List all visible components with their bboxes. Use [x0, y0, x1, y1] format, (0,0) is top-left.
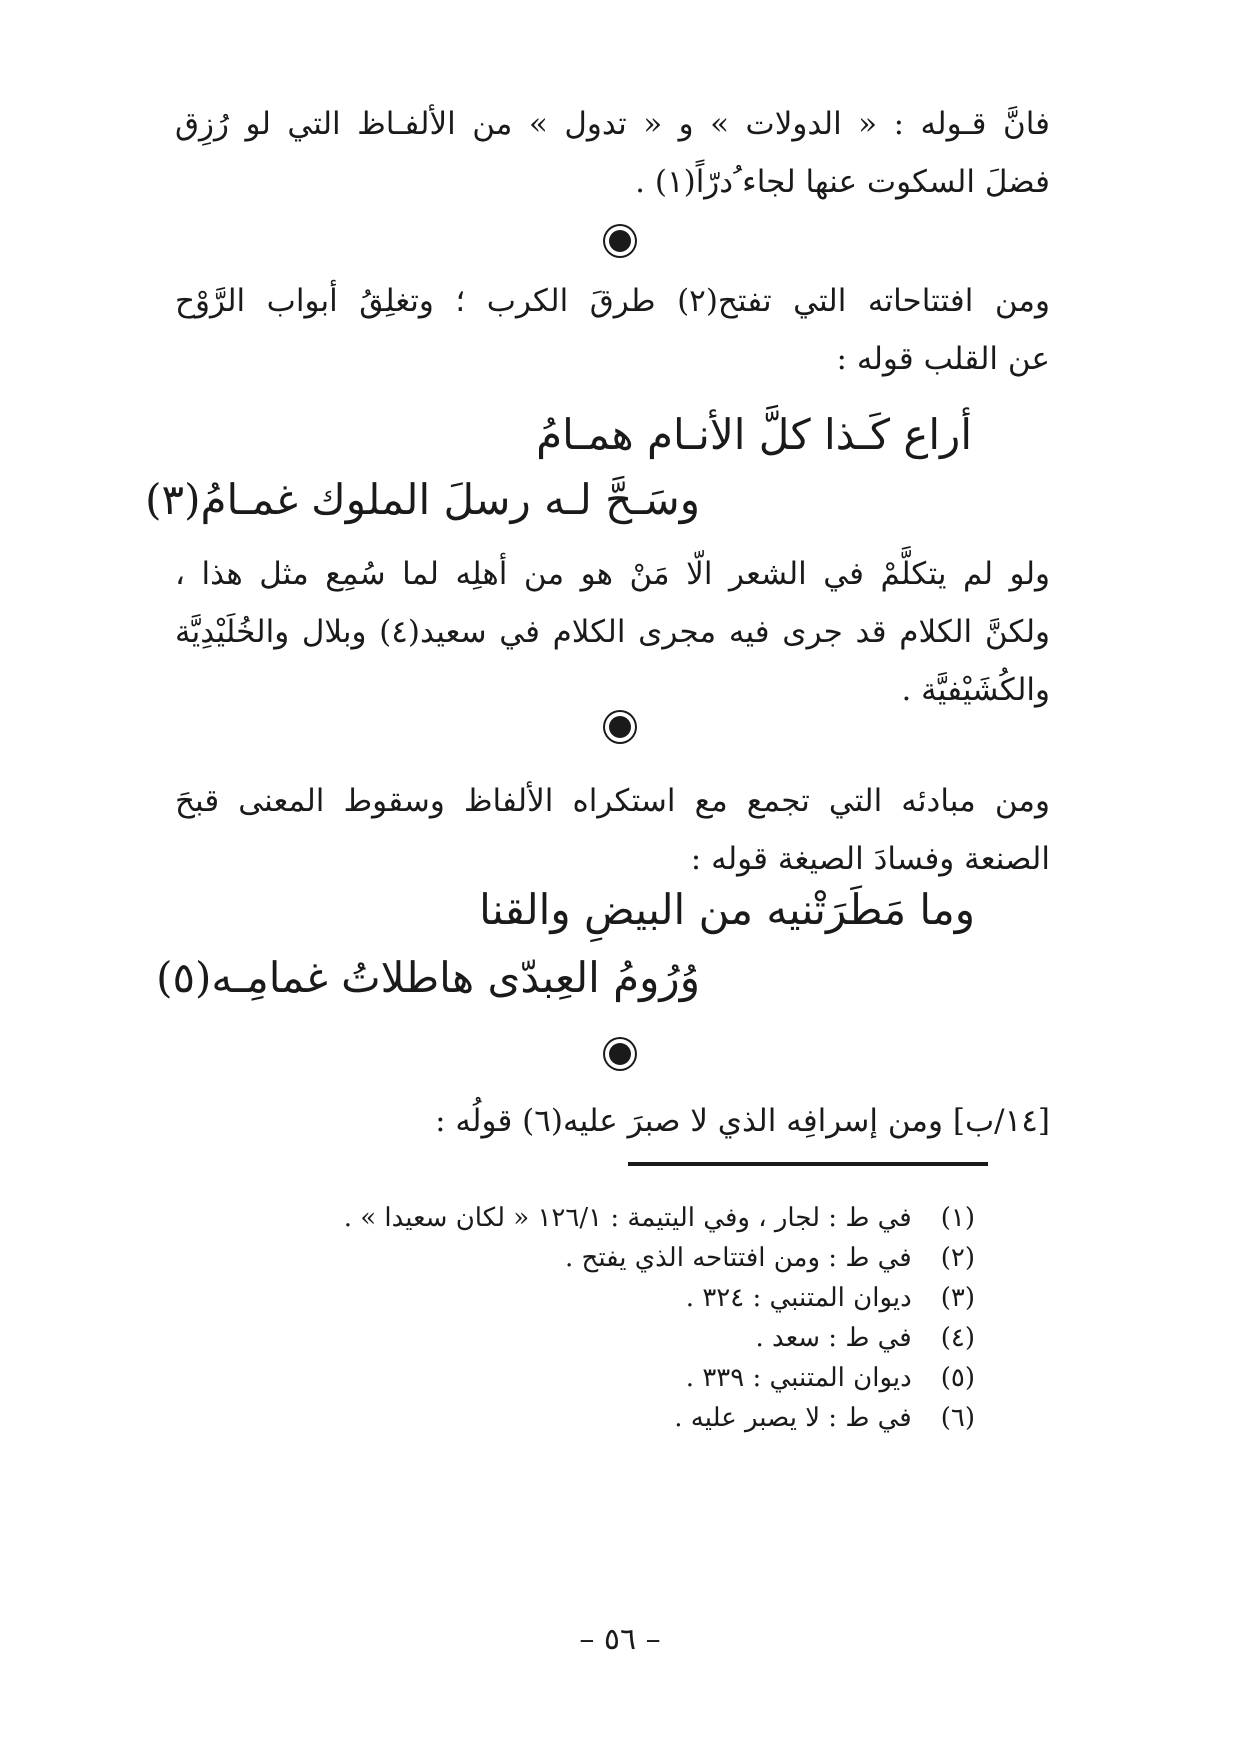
text-line: والكُشَيْفيَّة .	[901, 672, 1050, 708]
section-separator-dot	[609, 230, 631, 252]
footnote-text: في ط : ومن افتتاحه الذي يفتح .	[565, 1243, 912, 1273]
text-line: ومن افتتاحاته التي تفتح(٢) طرقَ الكرب ؛ وتغلِقُ أبواب الرَّوْح	[175, 283, 1050, 319]
footnote-number: (١)	[940, 1203, 975, 1233]
text-line: ولو لم يتكلَّمْ في الشعر الّا مَنْ هو من أهلِه لما سُمِع مثل هذا ،	[175, 556, 1050, 592]
verse-1-line-1: أراع كَـذا كلَّ الأنـام همـامُ	[536, 410, 972, 459]
footnote-number: (٥)	[940, 1363, 975, 1393]
verse-2-line-1: وما مَطَرَتْنيه من البيضِ والقنا	[479, 885, 975, 934]
section-separator-dot	[609, 1043, 631, 1065]
page-number: – ٥٦ –	[579, 1622, 661, 1657]
paragraph-1	[175, 95, 1050, 211]
text-line: فانَّ قـوله : « الدولات » و « تدول » من الألفـاظ التي لو رُزِق	[175, 106, 1050, 142]
footnote-number: (٣)	[940, 1283, 975, 1313]
footnote-4	[756, 1320, 975, 1356]
text-line: عن القلب قوله :	[836, 341, 1050, 377]
paragraph-2	[175, 272, 1050, 388]
section-separator-dot	[609, 716, 631, 738]
paragraph-3	[175, 545, 1050, 719]
verse-1-line-2: وسَـحَّ لـه رسلَ الملوك غمـامُ(٣)	[145, 475, 700, 524]
verse-2-line-2: وُرُومُ العِبدّى هاطلاتُ غمامِـه(٥)	[156, 953, 700, 1002]
footnote-text: في ط : سعد .	[755, 1323, 912, 1353]
footnote-text: ديوان المتنبي : ٣٢٤ .	[685, 1283, 912, 1313]
footnote-3	[686, 1280, 975, 1316]
footnote-number: (٤)	[940, 1323, 975, 1353]
footnote-number: (٦)	[940, 1403, 975, 1433]
paragraph-4	[175, 772, 1050, 888]
text-line: فضلَ السكوت عنها لجاء ُدرّاً(١) .	[635, 164, 1050, 200]
text-line: [١٤/ب] ومن إسرافِه الذي لا صبرَ عليه(٦) قولُه :	[435, 1103, 1050, 1139]
footnote-number: (٢)	[940, 1243, 975, 1273]
text-line: ومن مبادئه التي تجمع مع استكراه الألفاظ وسقوط المعنى قبحَ	[175, 783, 1050, 819]
footnote-text: ديوان المتنبي : ٣٣٩ .	[685, 1363, 912, 1393]
footnote-2	[565, 1240, 975, 1276]
paragraph-5	[175, 1092, 1050, 1150]
footnote-1	[344, 1200, 975, 1236]
text-line: ولكنَّ الكلام قد جرى فيه مجرى الكلام في سعيد(٤) وبلال والخُلَيْدِيَّة	[175, 614, 1050, 650]
footnote-6	[674, 1400, 975, 1436]
text-line: الصنعة وفسادَ الصيغة قوله :	[690, 841, 1050, 877]
footnote-text: في ط : لا يصبر عليه .	[674, 1403, 912, 1433]
footnote-5	[686, 1360, 975, 1396]
footnote-text: في ط : لجار ، وفي اليتيمة : ١٢٦/١ « لكان سعيدا » .	[343, 1203, 912, 1233]
footnote-divider	[628, 1162, 988, 1166]
